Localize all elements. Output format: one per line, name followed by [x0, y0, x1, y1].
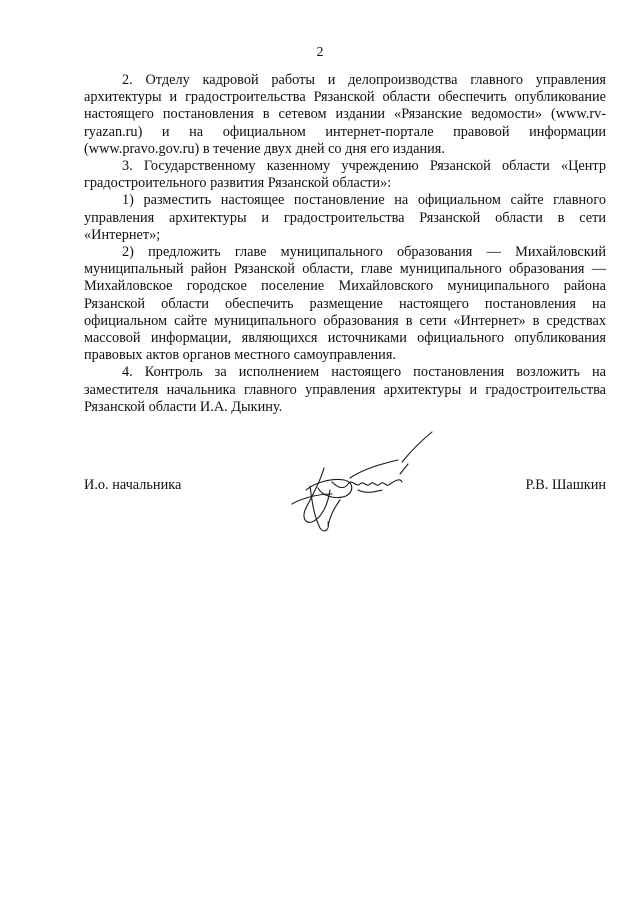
paragraph-subitem-3-1: 1) разместить настоящее постановление на официальном сайте главного управления архитектуры и градостроительства Рязанской области в сети «Интернет»;	[84, 192, 606, 243]
paragraph-subitem-3-2: 2) предложить главе муниципального образования — Михайловский муниципальный район Рязанской области, главе муниципального образования — Михайловское городское поселение Михайловского муниципального района Рязанской области обеспечить размещение настоящего постановления на официальном сайте муниципального образования в сети «Интернет» в средствах массовой информации, являющихся источниками официального опубликования правовых актов органов местного самоуправления.	[84, 244, 606, 364]
paragraph-item-3: 3. Государственному казенному учреждению Рязанской области «Центр градостроительного развития Рязанской области»:	[84, 158, 606, 192]
document-body	[84, 72, 606, 416]
signer-name: Р.В. Шашкин	[525, 477, 606, 493]
paragraph-item-4: 4. Контроль за исполнением настоящего постановления возложить на заместителя начальника главного управления архитектуры и градостроительства Рязанской области И.А. Дыкину.	[84, 364, 606, 415]
paragraph-item-2: 2. Отделу кадровой работы и делопроизводства главного управления архитектуры и градостроительства Рязанской области обеспечить опубликование настоящего постановления в сетевом издании «Рязанские ведомости» (www.rv-ryazan.ru) и на официальном интернет-портале правовой информации (www.pravo.gov.ru) в течение двух дней со дня его издания.	[84, 72, 606, 157]
page-number: 2	[316, 45, 324, 60]
signer-title: И.о. начальника	[84, 477, 182, 493]
handwritten-signature-icon	[262, 430, 434, 540]
